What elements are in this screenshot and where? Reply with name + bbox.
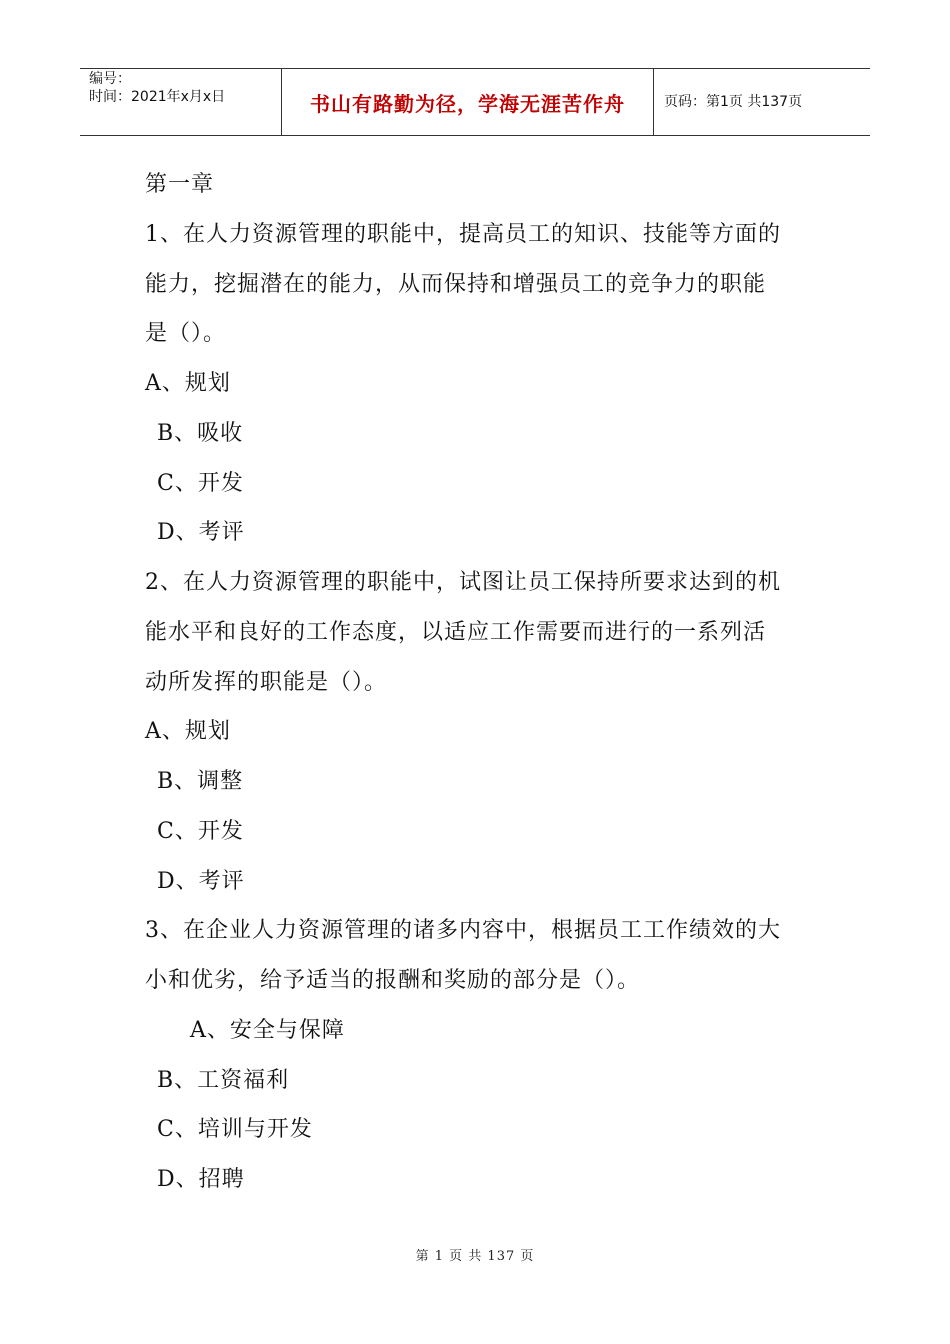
answer-option: D、招聘: [157, 1167, 245, 1192]
answer-option: A、安全与保障: [190, 1018, 345, 1043]
header-meta-cell: [80, 69, 282, 135]
answer-option: C、培训与开发: [157, 1117, 313, 1142]
answer-option: A、规划: [145, 719, 231, 744]
question-text-line: 动所发挥的职能是（）。: [145, 670, 388, 695]
header-page-cell: [654, 69, 870, 135]
question-text-line: 2、在人力资源管理的职能中，试图让员工保持所要求达到的机: [145, 570, 781, 595]
document-number-label: 编号：: [89, 71, 131, 87]
question-text-line: 3、在企业人力资源管理的诸多内容中，根据员工工作绩效的大: [145, 918, 781, 943]
answer-option: B、工资福利: [157, 1068, 290, 1093]
question-text-line: 小和优劣，给予适当的报酬和奖励的部分是（）。: [145, 968, 641, 993]
question-text-line: 能水平和良好的工作态度，以适应工作需要而进行的一系列活: [145, 620, 767, 645]
answer-option: D、考评: [157, 520, 245, 545]
answer-option: C、开发: [157, 819, 244, 844]
header-motto-cell: [282, 69, 654, 135]
answer-option: A、规划: [145, 371, 231, 396]
document-date-label: 时间：2021年x月x日: [89, 89, 226, 105]
answer-option: B、调整: [157, 769, 244, 794]
question-text-line: 1、在人力资源管理的职能中，提高员工的知识、技能等方面的: [145, 222, 781, 247]
header-motto: 书山有路勤为径，学海无涯苦作舟: [310, 91, 625, 116]
page-header: [80, 68, 870, 136]
answer-option: B、吸收: [157, 421, 244, 446]
question-text-line: 能力，挖掘潜在的能力，从而保持和增强员工的竞争力的职能: [145, 272, 767, 297]
chapter-title: 第一章: [145, 172, 215, 197]
answer-option: D、考评: [157, 869, 245, 894]
question-text-line: 是（）。: [145, 321, 227, 346]
answer-option: C、开发: [157, 471, 244, 496]
header-page-info: 页码：第1页 共137页: [664, 94, 803, 110]
page-footer: 第 1 页 共 137 页: [415, 1249, 535, 1264]
